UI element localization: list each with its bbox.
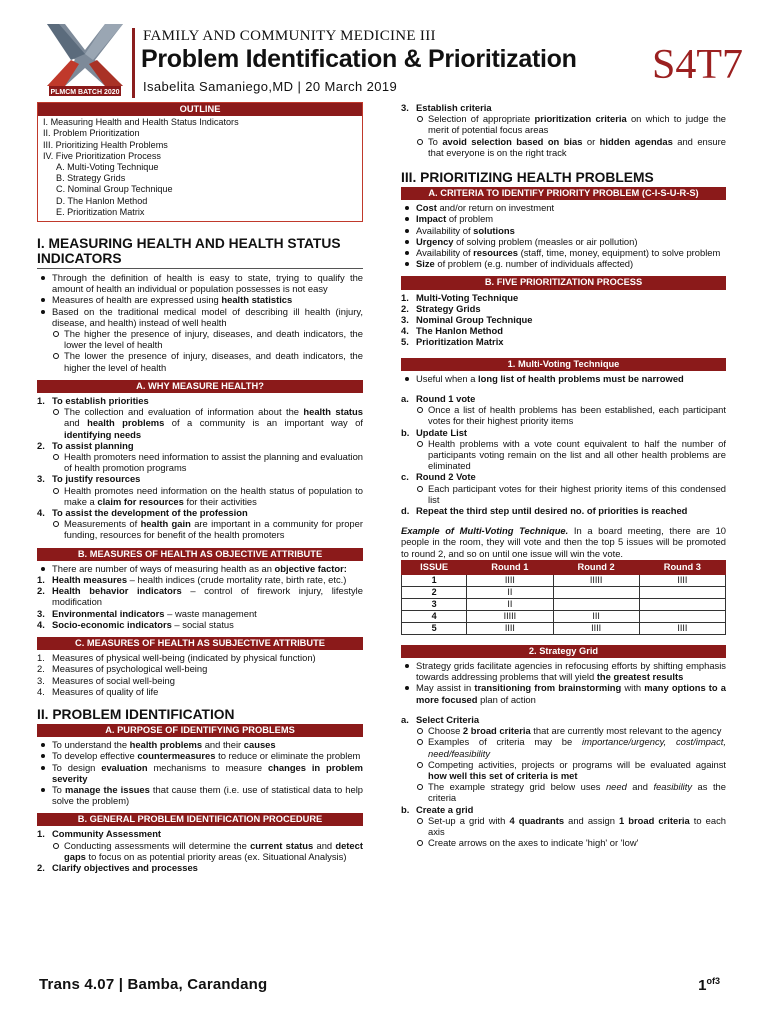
numbered-item: 3. To justify resources xyxy=(37,473,141,485)
lettered-item: d. Repeat the third step until desired no. of priorities is reached xyxy=(401,504,688,516)
bullet: Availability of solutions xyxy=(401,225,726,236)
strategy-grid-heading: 2. Strategy Grid xyxy=(401,645,726,658)
outline-item: IV. Five Prioritization Process xyxy=(43,150,161,161)
outline-heading: OUTLINE xyxy=(38,103,362,116)
lettered-item: c. Round 2 Vote xyxy=(401,471,476,483)
sub-bullet: Health problems with a vote count equivalent to half the number of participants voting remain on the list and all other health problems are eliminated xyxy=(401,438,726,472)
page-number: $1^{of3}$ xyxy=(698,976,720,994)
criteria-heading: A. CRITERIA TO IDENTIFY PRIORITY PROBLEM (C-I-S-U-R-S) xyxy=(401,187,726,200)
sub-bullet: Examples of criteria may be importance/urgency, cost/impact, need/feasibility xyxy=(401,736,726,758)
section1-heading: I. MEASURING HEALTH AND HEALTH STATUS INDICATORS xyxy=(37,236,363,269)
table-row: 3 II xyxy=(402,598,726,610)
course-name: FAMILY AND COMMUNITY MEDICINE III xyxy=(143,28,436,44)
numbered-item: 4. Measures of quality of life xyxy=(37,685,159,697)
bullet: Urgency of solving problem (measles or air pollution) xyxy=(401,236,726,247)
lettered-item: a. Select Criteria xyxy=(401,713,480,725)
numbered-item: 3. Nominal Group Technique xyxy=(401,313,533,325)
bullet: Useful when a long list of health problems must be narrowed xyxy=(401,373,726,384)
sub-bullet: Once a list of health problems has been established, each participant votes for their highest priority items xyxy=(401,404,726,426)
numbered-item: 3. Measures of social well-being xyxy=(37,674,175,686)
outline-subitem: A. Multi-Voting Technique xyxy=(56,161,159,172)
page-title: Problem Identification & Prioritization xyxy=(141,45,577,73)
lettered-item: b. Create a grid xyxy=(401,803,474,815)
numbered-item: 2. Clarify objectives and processes xyxy=(37,862,198,874)
sub-bullet: Set-up a grid with 4 quadrants and assign 1 broad criteria to each axis xyxy=(401,815,726,837)
outline-box xyxy=(37,102,363,222)
voting-table xyxy=(401,560,726,635)
session-code: S4T7 xyxy=(651,42,743,88)
table-header: Round 3 xyxy=(639,560,725,574)
batch-logo xyxy=(45,24,125,96)
lettered-item: a. Round 1 vote xyxy=(401,392,476,404)
numbered-item: 2. Measures of psychological well-being xyxy=(37,663,208,675)
numbered-item: 1. Multi-Voting Technique xyxy=(401,291,519,303)
sub-bullet: Create arrows on the axes to indicate 'high' or 'low' xyxy=(401,837,726,848)
objective-heading: B. MEASURES OF HEALTH AS OBJECTIVE ATTRIBUTE xyxy=(37,548,363,561)
numbered-item: 1. Community Assessment xyxy=(37,828,162,840)
outline-subitem: D. The Hanlon Method xyxy=(56,195,148,206)
bullet: There are number of ways of measuring health as an objective factor: xyxy=(37,563,363,574)
bullet: Strategy grids facilitate agencies in refocusing efforts by shifting emphasis towards addressing problems that will yield the greatest results xyxy=(401,660,726,682)
right-column xyxy=(401,102,726,848)
outline-item: III. Prioritizing Health Problems xyxy=(43,139,168,150)
sub-bullet: Health promoters need information to assist the planning and evaluation of health promotion programs xyxy=(37,451,363,473)
numbered-item: 3. Establish criteria xyxy=(401,102,492,113)
left-column xyxy=(37,102,363,873)
outline-subitem: C. Nominal Group Technique xyxy=(56,184,173,195)
five-process-heading: B. FIVE PRIORITIZATION PROCESS xyxy=(401,276,726,289)
table-row: 4 IIIII III xyxy=(402,610,726,622)
logo-text: PLMCM BATCH 2020 xyxy=(50,89,120,96)
why-measure-heading: A. WHY MEASURE HEALTH? xyxy=(37,380,363,393)
bullet: To manage the issues that cause them (i.e. use of statistical data to help solve the problem) xyxy=(37,784,363,806)
bullet: To develop effective countermeasures to reduce or eliminate the problem xyxy=(37,750,363,761)
table-header: Round 2 xyxy=(553,560,639,574)
outline-item: I. Measuring Health and Health Status Indicators xyxy=(43,117,239,128)
table-header: Round 1 xyxy=(467,560,553,574)
numbered-item: 1. Health measures – health indices (crude mortality rate, birth rate, etc.) xyxy=(37,573,347,585)
numbered-item: 3. Environmental indicators – waste management xyxy=(37,607,257,619)
sub-bullet: Conducting assessments will determine the current status and detect gaps to focus on as potential priority areas (ex. Situational Analysis) xyxy=(37,840,363,862)
bullet: Impact of problem xyxy=(401,213,726,224)
numbered-item: 5. Prioritization Matrix xyxy=(401,336,504,348)
bullet: To understand the health problems and their causes xyxy=(37,739,363,750)
bullet: Cost and/or return on investment xyxy=(401,202,726,213)
outline-subitem: E. Prioritization Matrix xyxy=(56,206,145,217)
lettered-item: b. Update List xyxy=(401,426,468,438)
numbered-item: 1. Measures of physical well-being (indicated by physical function) xyxy=(37,652,316,664)
section2-heading: II. PROBLEM IDENTIFICATION xyxy=(37,706,235,722)
bullet: Availability of resources (staff, time, money, equipment) to solve problem xyxy=(401,247,726,258)
subjective-heading: C. MEASURES OF HEALTH AS SUBJECTIVE ATTRIBUTE xyxy=(37,637,363,650)
numbered-item: 2. Health behavior indicators – control of firework injury, lifestyle modification xyxy=(37,585,363,608)
example-paragraph: Example of Multi-Voting Technique. In a board meeting, there are 10 people in the room, they will vote and then the top 5 issues will be promoted to round 2, and so on until one issue will win the vote. xyxy=(401,525,726,559)
footer-trans: Trans 4.07 | Bamba, Carandang xyxy=(39,976,268,993)
numbered-item: 2. Strategy Grids xyxy=(401,302,481,314)
outline-subitem: B. Strategy Grids xyxy=(56,173,126,184)
sub-bullet: To avoid selection based on bias or hidden agendas and ensure that everyone is on the right track xyxy=(401,136,726,158)
sub-bullet: Health promotes need information on the health status of population to make a claim for resources for their activities xyxy=(37,485,363,507)
bullet: Through the definition of health is easy to state, trying to qualify the amount of health an individual or population possesses is not easy xyxy=(37,272,363,294)
numbered-item: 4. To assist the development of the profession xyxy=(37,507,248,518)
numbered-item: 4. Socio-economic indicators – social status xyxy=(37,618,234,630)
multivoting-heading: 1. Multi-Voting Technique xyxy=(401,358,726,371)
table-row: 2 II xyxy=(402,586,726,598)
table-header: ISSUE xyxy=(402,560,467,574)
bullet: Measures of health are expressed using health statistics xyxy=(37,294,363,305)
numbered-item: 4. The Hanlon Method xyxy=(401,325,503,337)
sub-bullet: The example strategy grid below uses need and feasibility as the criteria xyxy=(401,781,726,803)
procedure-heading: B. GENERAL PROBLEM IDENTIFICATION PROCEDURE xyxy=(37,813,363,826)
sub-bullet: Choose 2 broad criteria that are currently most relevant to the agency xyxy=(401,725,726,736)
table-row: 1 IIII IIIII IIII xyxy=(402,574,726,586)
bullet: Based on the traditional medical model of describing ill health (injury, disease, and health) instead of well health xyxy=(37,306,363,328)
sub-bullet: The collection and evaluation of information about the health status and health problems of a community is an important way of identifying needs xyxy=(37,406,363,440)
sub-bullet: Competing activities, projects or programs will be evaluated against how well this set of criteria is met xyxy=(401,759,726,781)
sub-bullet: Each participant votes for their highest priority items of this condensed list xyxy=(401,483,726,505)
numbered-item: 2. To assist planning xyxy=(37,439,134,451)
bullet: To design evaluation mechanisms to measure changes in problem severity xyxy=(37,762,363,784)
sub-bullet: The lower the presence of injury, diseases, and death indicators, the higher the level of health xyxy=(37,350,363,372)
sub-bullet: The higher the presence of injury, diseases, and death indicators, the lower the level of health xyxy=(37,328,363,350)
sub-bullet: Measurements of health gain are important in a community for proper funding, resources for benefit of the health promoters xyxy=(37,518,363,540)
section3-heading: III. PRIORITIZING HEALTH PROBLEMS xyxy=(401,170,654,186)
numbered-item: 1. To establish priorities xyxy=(37,394,149,406)
author-line: Isabelita Samaniego,MD | 20 March 2019 xyxy=(143,79,398,94)
sub-bullet: Selection of appropriate prioritization criteria on which to judge the merit of potential focus areas xyxy=(401,113,726,135)
header-divider xyxy=(132,28,135,98)
table-row: 5 IIII IIII IIII xyxy=(402,622,726,634)
bullet: Size of problem (e.g. number of individuals affected) xyxy=(401,258,726,269)
bullet: May assist in transitioning from brainstorming with many options to a more focused plan of action xyxy=(401,682,726,704)
purpose-heading: A. PURPOSE OF IDENTIFYING PROBLEMS xyxy=(37,724,363,737)
outline-item: II. Problem Prioritization xyxy=(43,128,140,139)
